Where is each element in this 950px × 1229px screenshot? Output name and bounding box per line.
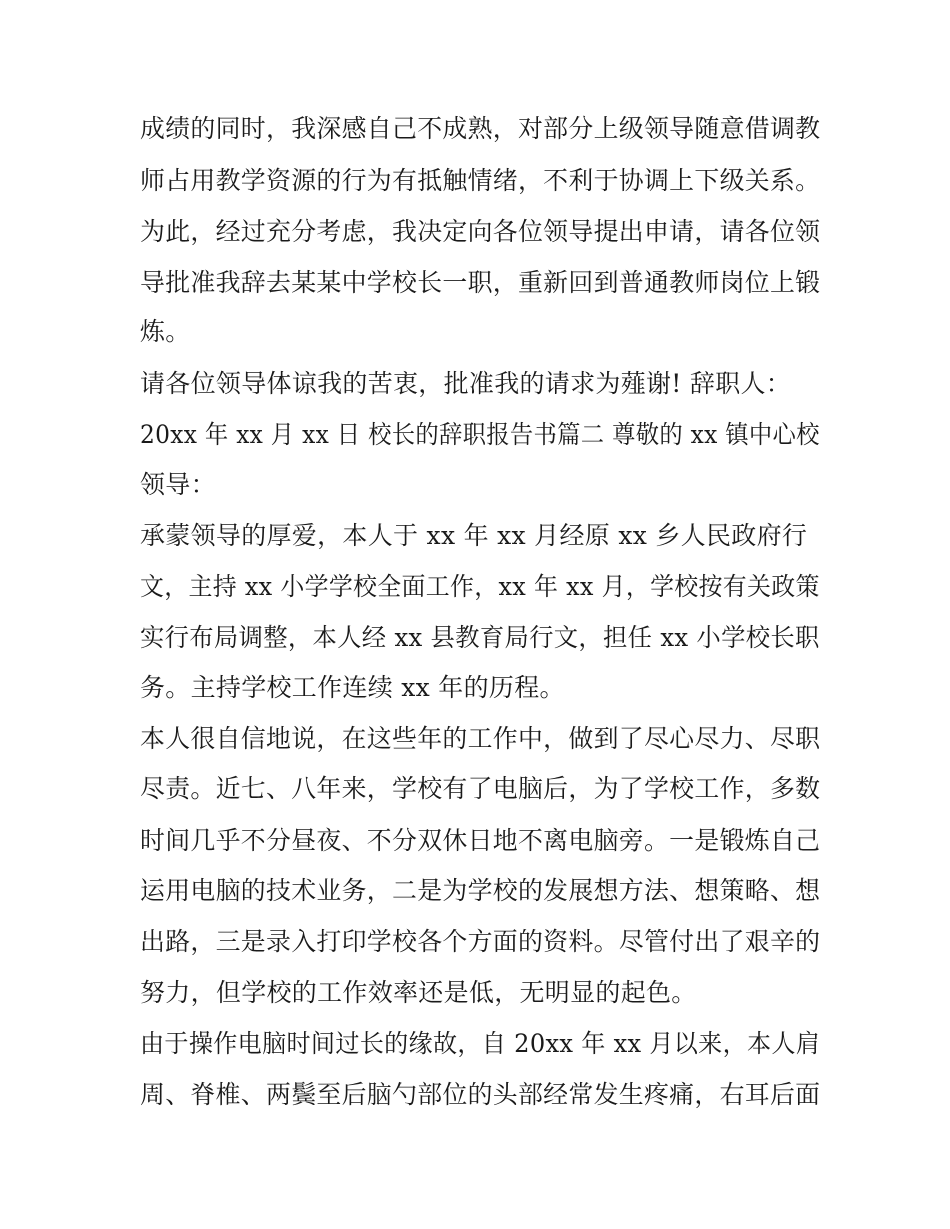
text-line: 文，主持 xx 小学学校全面工作，xx 年 xx 月，学校按有关政策 bbox=[140, 572, 820, 601]
text-line: 实行布局调整，本人经 xx 县教育局行文，担任 xx 小学校长职 bbox=[140, 623, 820, 652]
text-line: 努力，但学校的工作效率还是低，无明显的起色。 bbox=[140, 978, 697, 1007]
text-line: 本人很自信地说，在这些年的工作中，做到了尽心尽力、尽职 bbox=[140, 724, 821, 753]
text-line: 20xx 年 xx 月 xx 日 校长的辞职报告书篇二 尊敬的 xx 镇中心校 bbox=[140, 420, 820, 449]
text-line: 请各位领导体谅我的苦衷，批准我的请求为薤谢! 辞职人： bbox=[140, 369, 792, 398]
text-line: 务。主持学校工作连续 xx 年的历程。 bbox=[140, 673, 565, 702]
text-line: 出路，三是录入打印学校各个方面的资料。尽管付出了艰辛的 bbox=[140, 927, 821, 956]
text-line: 师占用教学资源的行为有抵触情绪，不利于协调上下级关系。 bbox=[140, 166, 821, 195]
text-line: 领导： bbox=[140, 470, 216, 499]
text-line: 导批准我辞去某某中学校长一职，重新回到普通教师岗位上锻 bbox=[140, 268, 821, 297]
text-line: 成绩的同时，我深感自己不成熟，对部分上级领导随意借调教 bbox=[140, 114, 821, 143]
text-line: 时间几乎不分昼夜、不分双休日地不离电脑旁。一是锻炼自己 bbox=[140, 826, 821, 855]
text-line: 由于操作电脑时间过长的缘故，自 20xx 年 xx 月以来，本人肩 bbox=[140, 1029, 821, 1058]
text-line: 为此，经过充分考虑，我决定向各位领导提出申请，请各位领 bbox=[140, 217, 821, 246]
text-line: 炼。 bbox=[140, 317, 191, 346]
text-line: 运用电脑的技术业务，二是为学校的发展想方法、想策略、想 bbox=[140, 876, 821, 905]
text-line: 承蒙领导的厚爱，本人于 xx 年 xx 月经原 xx 乡人民政府行 bbox=[140, 521, 808, 550]
text-line: 周、脊椎、两鬓至后脑勺部位的头部经常发生疼痛，右耳后面 bbox=[140, 1080, 821, 1109]
text-line: 尽责。近七、八年来，学校有了电脑后，为了学校工作，多数 bbox=[140, 774, 821, 803]
